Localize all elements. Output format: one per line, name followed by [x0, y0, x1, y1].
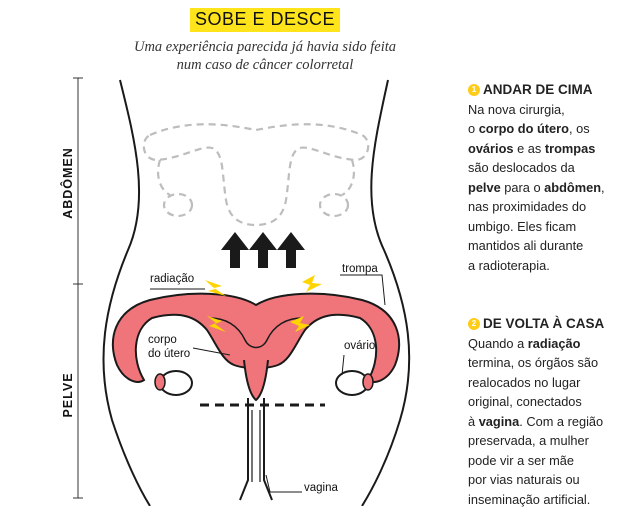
step-1-line: o corpo do útero, os: [468, 119, 638, 139]
fimbria-left: [155, 374, 165, 390]
step-1-line: ovários e as trompas: [468, 139, 638, 159]
step-2-line: original, conectados: [468, 392, 638, 412]
step-2-line: à vagina. Com a região: [468, 412, 638, 432]
radiation-bolt-icon: [302, 275, 322, 292]
fimbria-right: [363, 374, 373, 390]
arrow-up-icon: [249, 232, 277, 268]
step-2-line: Quando a radiação: [468, 334, 638, 354]
body-outline-left: [103, 80, 150, 506]
step-2-panel: [468, 314, 638, 509]
region-label-abdomen: ABDÔMEN: [61, 143, 75, 223]
step-2-body: [468, 334, 638, 509]
cervix: [244, 360, 268, 400]
step-1-line: pelve para o abdômen,: [468, 178, 638, 198]
step-2-line: termina, os órgãos são: [468, 353, 638, 373]
vagina-canal: [240, 398, 272, 500]
step-1-line: Na nova cirurgia,: [468, 100, 638, 120]
step-1-panel: [468, 80, 638, 275]
step-2-line: preservada, a mulher: [468, 431, 638, 451]
subtitle-line-1: Uma experiência parecida já havia sido feita: [100, 38, 430, 56]
step-1-line: umbigo. Eles ficam: [468, 217, 638, 237]
relocated-organs-ghost: [144, 124, 368, 225]
label-uterus: [148, 333, 190, 361]
step-2-line: inseminação artificial.: [468, 490, 638, 509]
step-1-line: mantidos ali durante: [468, 236, 638, 256]
label-radiation: radiação: [150, 272, 194, 286]
step-2-badge-icon: 2: [468, 318, 480, 330]
subtitle-line-2: num caso de câncer colorretal: [100, 56, 430, 74]
step-1-heading: [468, 80, 638, 100]
step-2-heading: [468, 314, 638, 334]
label-tube: trompa: [342, 262, 378, 276]
label-uterus-line-2: do útero: [148, 347, 190, 361]
step-1-body: [468, 100, 638, 276]
step-1-line: a radioterapia.: [468, 256, 638, 276]
label-ovary: ovário: [344, 339, 375, 353]
step-1-line: nas proximidades do: [468, 197, 638, 217]
page-title: SOBE E DESCE: [190, 9, 340, 30]
step-1-badge-icon: 1: [468, 84, 480, 96]
label-uterus-line-1: corpo: [148, 333, 190, 347]
step-2-line: realocados no lugar: [468, 373, 638, 393]
label-vagina: vagina: [304, 481, 338, 495]
step-2-title: DE VOLTA À CASA: [483, 314, 604, 334]
upward-arrows: [221, 232, 305, 268]
body-outline-right: [362, 80, 409, 506]
step-1-title: ANDAR DE CIMA: [483, 80, 593, 100]
step-2-line: pode vir a ser mãe: [468, 451, 638, 471]
arrow-up-icon: [277, 232, 305, 268]
region-label-pelvis: PELVE: [61, 365, 75, 425]
step-2-line: por vias naturais ou: [468, 470, 638, 490]
leader-vagina: [266, 475, 302, 492]
arrow-up-icon: [221, 232, 249, 268]
vagina-inner: [252, 410, 260, 482]
step-1-line: são deslocados da: [468, 158, 638, 178]
